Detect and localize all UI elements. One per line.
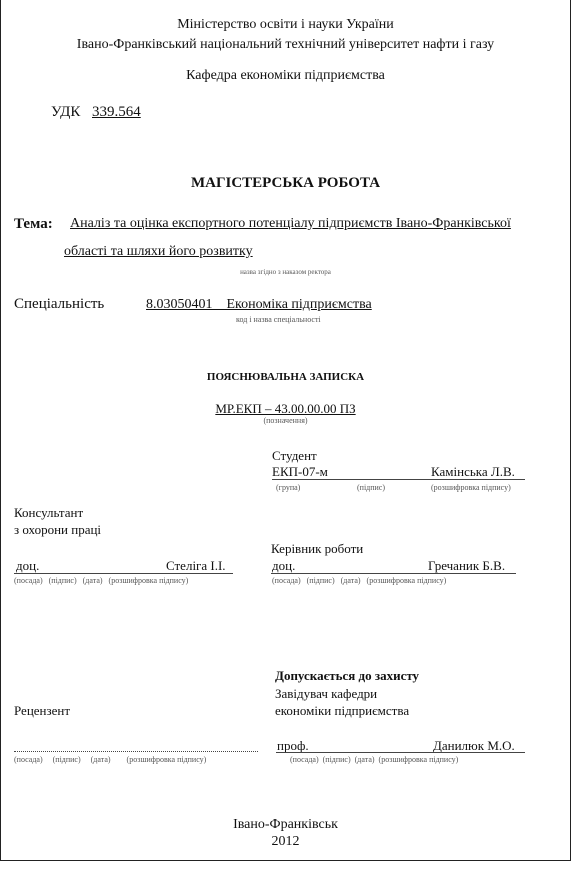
consultant-position: доц. (16, 558, 40, 573)
reviewer-captions: (посада) (підпис) (дата) (розшифровка підпису) (14, 755, 207, 764)
topic-label: Тема: (14, 216, 53, 232)
reviewer-signature-line (14, 751, 258, 752)
note-caption: (позначення) (263, 416, 308, 425)
specialty-caption: код і назва спеціальності (236, 315, 321, 324)
consultant-label-1: Консультант (14, 505, 84, 520)
supervisor-label: Керівник роботи (271, 541, 364, 556)
specialty-label: Спеціальність (14, 296, 105, 312)
university-name: Івано-Франківський національний технічний університет нафти і газу (76, 37, 495, 52)
admission-line-1: Завідувач кафедри (275, 686, 378, 701)
footer-year: 2012 (271, 834, 300, 849)
supervisor-name: Гречаник Б.В. (428, 558, 506, 573)
admission-line-2: економіки підприємства (275, 703, 410, 718)
student-name: Камінська Л.В. (431, 464, 515, 479)
topic-line-2: області та шляхи його розвитку (64, 244, 253, 259)
admission-title: Допускається до захисту (275, 668, 420, 683)
udk-value: 339.564 (92, 104, 141, 120)
note-code: МР.ЕКП – 43.00.00.00 ПЗ (215, 401, 356, 416)
student-group: ЕКП-07-м (272, 464, 328, 479)
supervisor-captions: (посада) (підпис) (дата) (розшифровка підпису) (272, 576, 447, 585)
footer-city: Івано-Франківськ (233, 817, 338, 832)
consultant-captions: (посада) (підпис) (дата) (розшифровка підпису) (14, 576, 189, 585)
supervisor-position: доц. (272, 558, 296, 573)
student-caption-sign: (підпис) (357, 483, 386, 492)
ministry-name: Міністерство освіти і науки України (177, 17, 394, 32)
reviewer-label: Рецензент (14, 703, 71, 718)
supervisor-signature-line (271, 573, 516, 574)
document-title: МАГІСТЕРСЬКА РОБОТА (190, 175, 381, 191)
student-caption-group: (група) (276, 483, 301, 492)
admission-signature-line (276, 752, 525, 753)
admission-captions: (посада) (підпис) (дата) (розшифровка підпису) (290, 755, 459, 764)
consultant-label-2: з охорони праці (14, 522, 102, 537)
student-caption-name: (розшифровка підпису) (431, 483, 511, 492)
note-title: ПОЯСНЮВАЛЬНА ЗАПИСКА (206, 371, 365, 383)
department-name: Кафедра економіки підприємства (186, 68, 385, 83)
udk-label: УДК (51, 104, 81, 120)
student-signature-line (272, 479, 525, 480)
student-label: Студент (272, 448, 317, 463)
topic-caption: назва згідно з наказом ректора (240, 268, 331, 276)
admission-name: Данилюк М.О. (433, 738, 515, 753)
topic-line-1: Аналіз та оцінка експортного потенціалу підприємств Івано-Франківської (70, 216, 511, 231)
consultant-name: Стеліга І.І. (166, 558, 226, 573)
admission-position: проф. (277, 738, 309, 753)
specialty-value: 8.03050401 Економіка підприємства (146, 297, 372, 312)
consultant-signature-line (14, 573, 233, 574)
